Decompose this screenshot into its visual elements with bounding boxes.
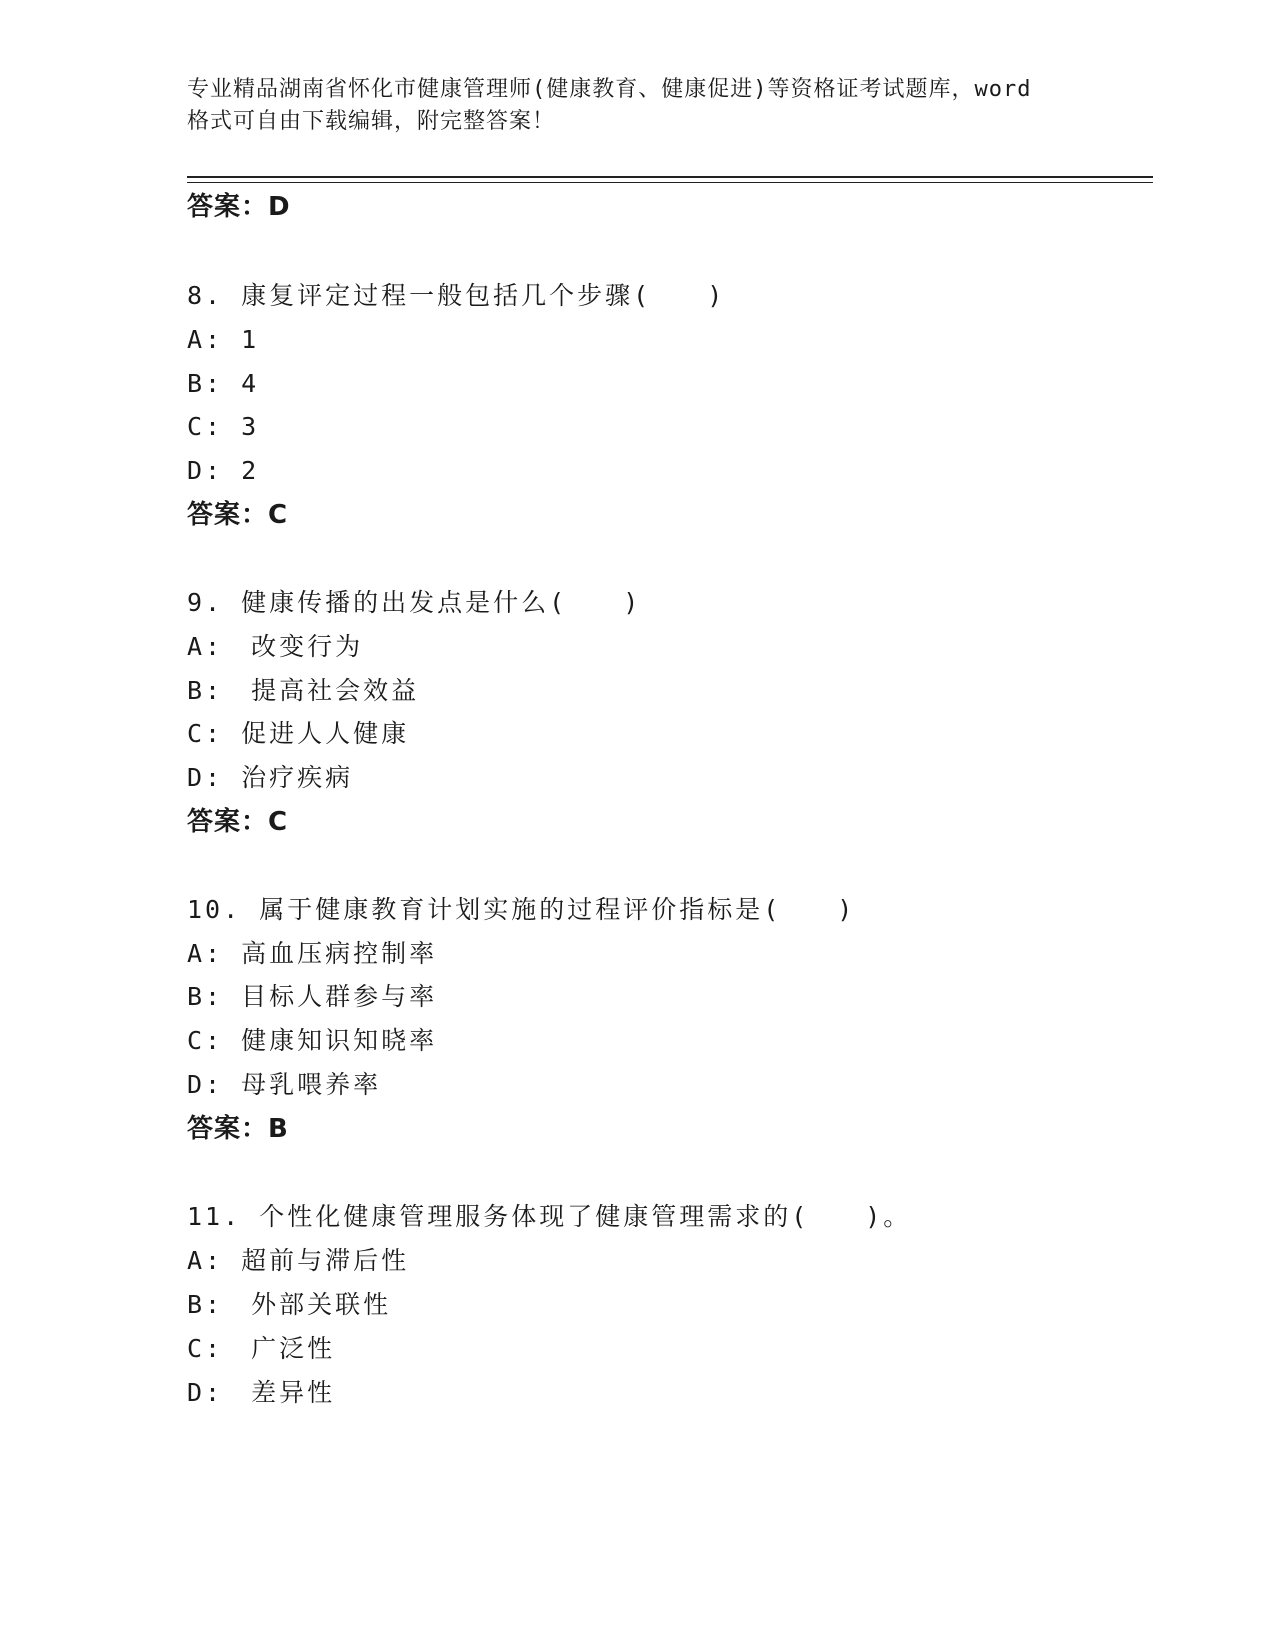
header-line-1: 专业精品湖南省怀化市健康管理师(健康教育、健康促进)等资格证考试题库，word [187,77,1032,102]
question-10-option-d: D: 母乳喂养率 [187,1070,382,1099]
question-10-answer: 答案：B [187,1114,289,1144]
question-8-option-c: C: 3 [187,412,260,441]
question-11-stem: 11. 个性化健康管理服务体现了健康管理需求的( )。 [187,1202,912,1231]
answer-prev: 答案：D [187,192,291,222]
header-divider-top [187,176,1153,178]
document-header [187,74,1087,138]
question-8-answer: 答案：C [187,500,289,530]
question-10-stem: 10. 属于健康教育计划实施的过程评价指标是( ) [187,895,856,924]
question-9-answer: 答案：C [187,807,289,837]
question-10-option-a: A: 高血压病控制率 [187,939,438,968]
question-8-option-d: D: 2 [187,456,260,485]
question-10-option-b: B: 目标人群参与率 [187,982,438,1011]
question-9-option-d: D: 治疗疾病 [187,763,354,792]
question-8-stem: 8. 康复评定过程一般包括几个步骤( ) [187,281,726,310]
question-9-option-b: B: 提高社会效益 [187,676,420,705]
question-11-option-c: C: 广泛性 [187,1334,336,1363]
question-9-option-c: C: 促进人人健康 [187,719,410,748]
question-11-option-a: A: 超前与滞后性 [187,1246,410,1275]
question-9-stem: 9. 健康传播的出发点是什么( ) [187,588,642,617]
question-8-option-a: A: 1 [187,325,260,354]
question-10-option-c: C: 健康知识知晓率 [187,1026,438,1055]
question-8-option-b: B: 4 [187,369,260,398]
header-line-2: 格式可自由下载编辑，附完整答案！ [187,109,556,134]
question-9-option-a: A: 改变行为 [187,632,364,661]
question-11-option-d: D: 差异性 [187,1378,336,1407]
header-divider-bottom [187,182,1153,183]
question-11-option-b: B: 外部关联性 [187,1290,392,1319]
